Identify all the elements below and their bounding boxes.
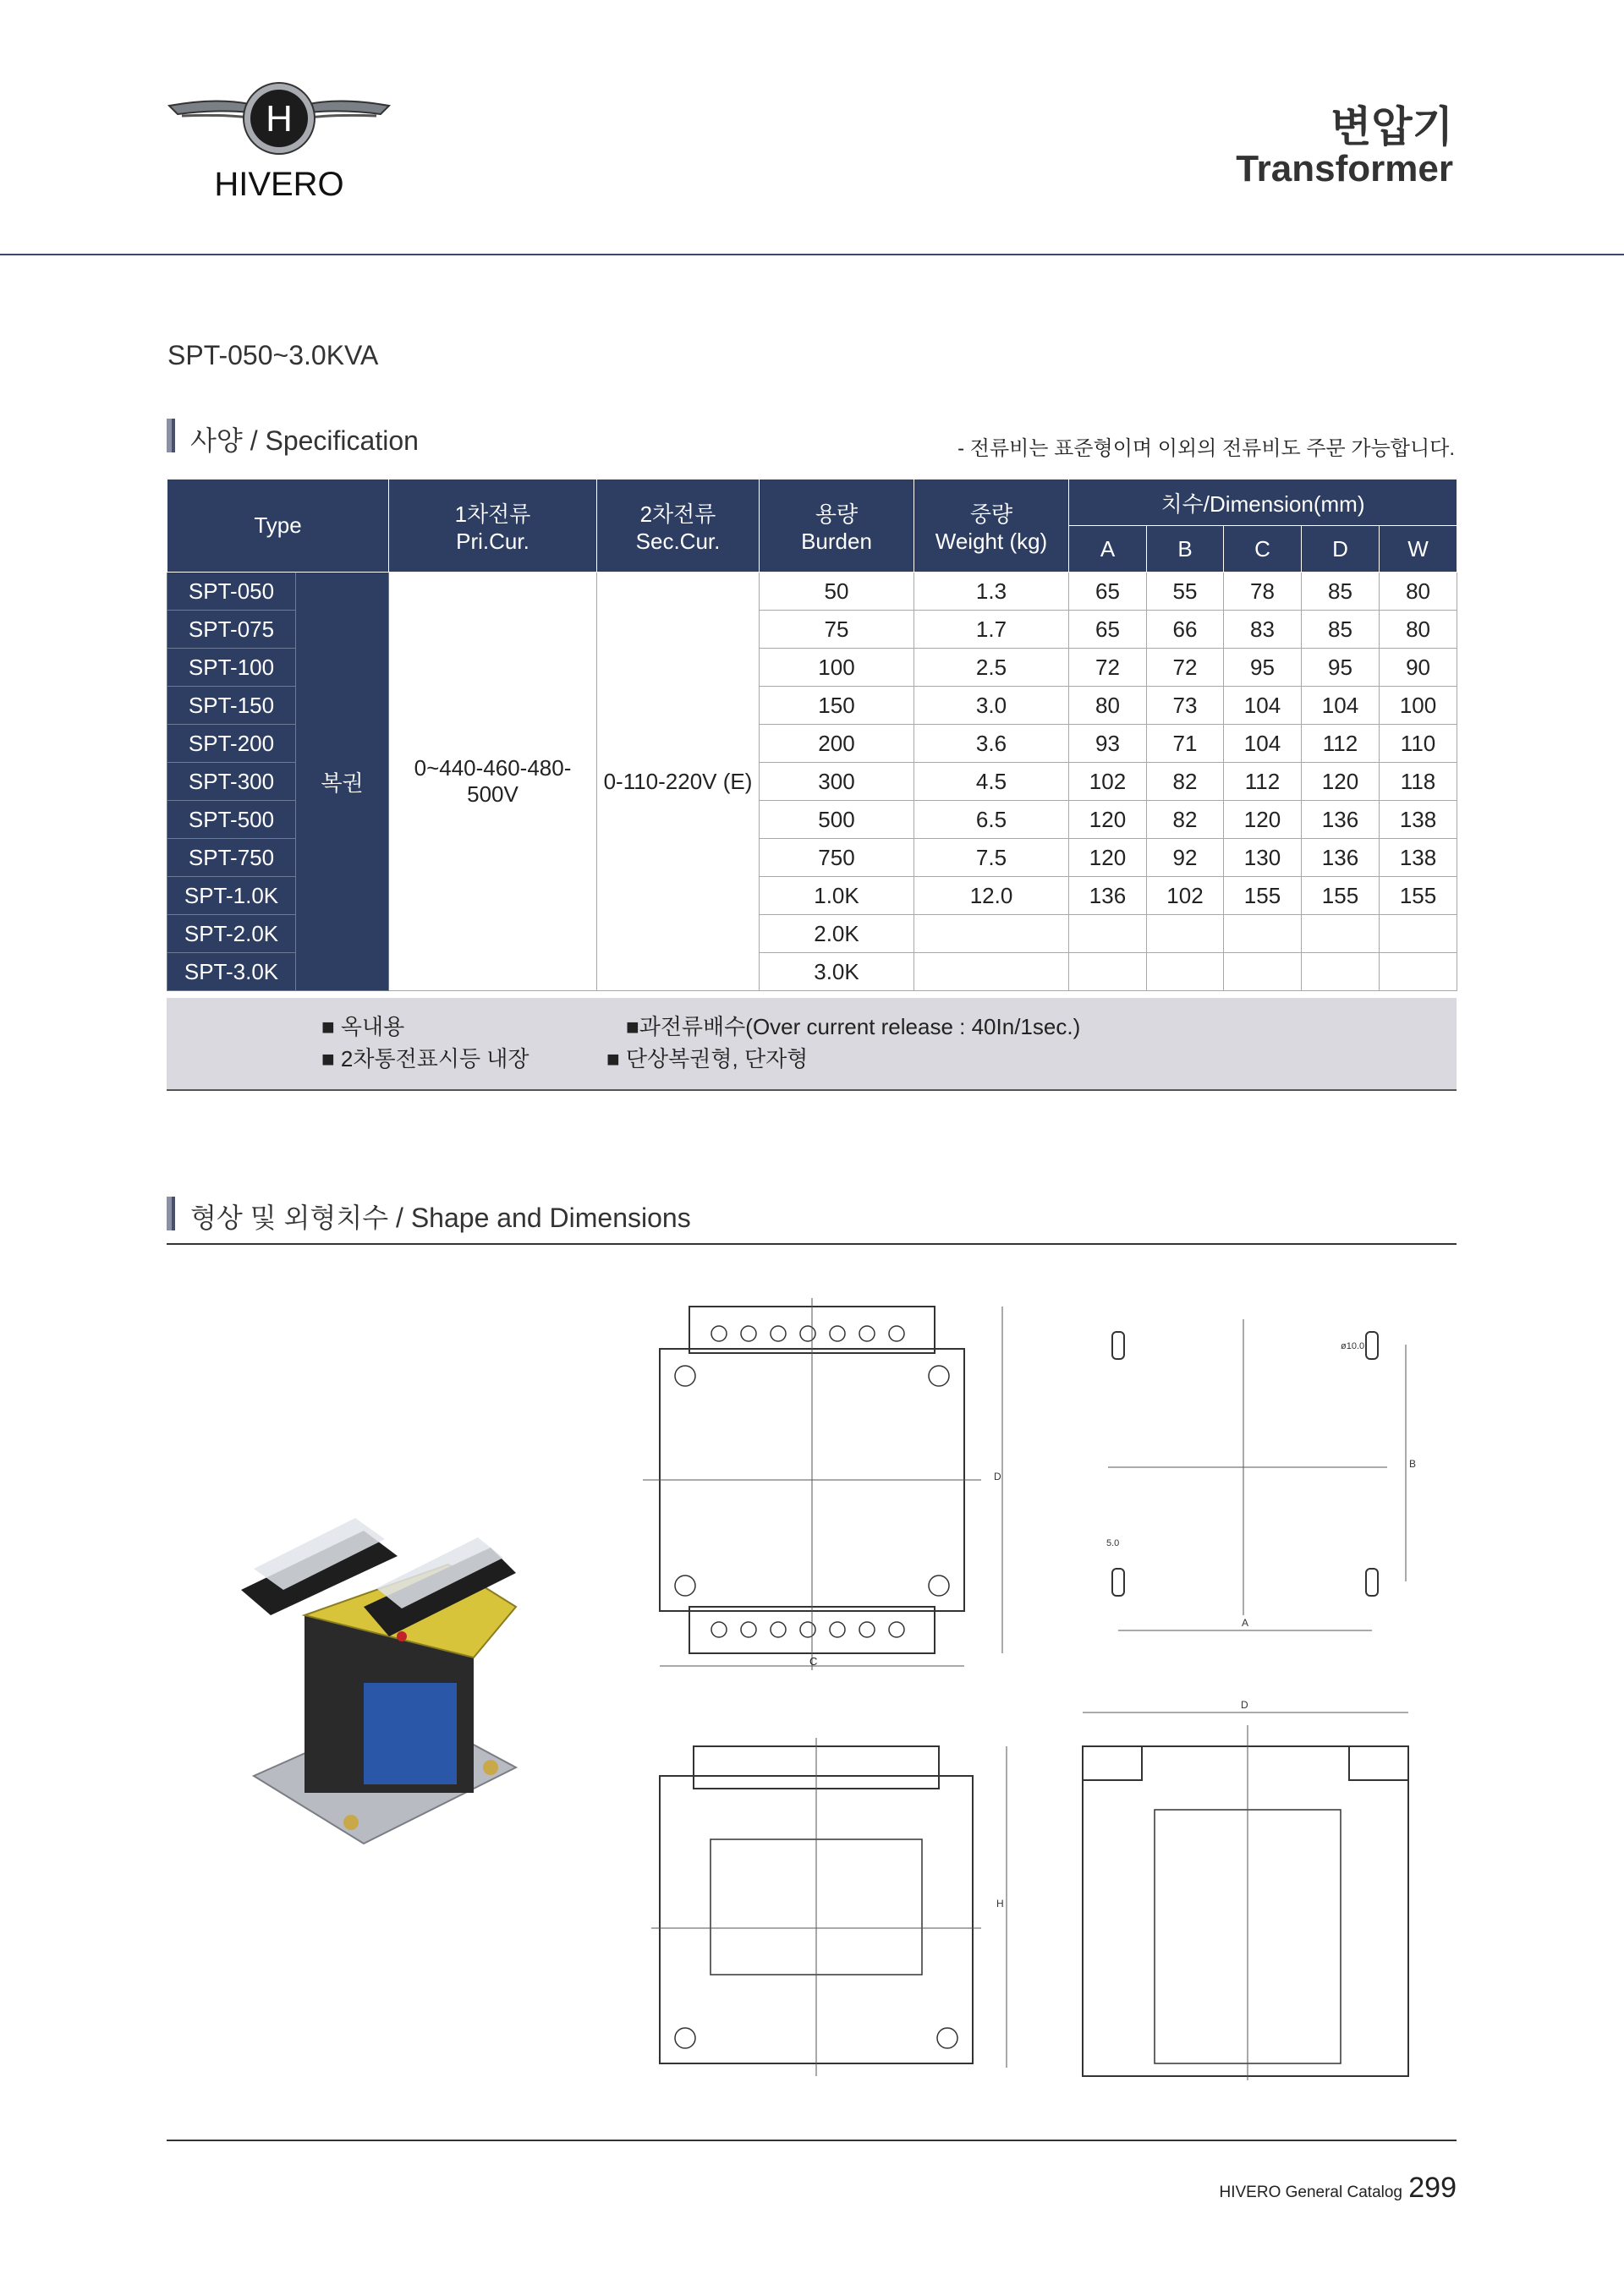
weight xyxy=(914,953,1069,991)
header-dimension: 치수/Dimension(mm) xyxy=(1069,479,1457,526)
note-type: ■ 단상복권형, 단자형 xyxy=(606,1046,809,1071)
burden: 3.0K xyxy=(760,953,914,991)
header-burden: 용량 Burden xyxy=(760,479,914,573)
note-overcurrent: ■과전류배수(Over current release : 40In/1sec.) xyxy=(626,1014,1081,1039)
dim-c: 130 xyxy=(1224,839,1302,877)
note-indoor: ■ 옥내용 xyxy=(321,1014,405,1039)
dim-b: 92 xyxy=(1147,839,1224,877)
burden: 200 xyxy=(760,725,914,763)
header-dim-a: A xyxy=(1069,526,1147,573)
dim-b xyxy=(1147,915,1224,953)
dim-label-d: D xyxy=(994,1471,1001,1482)
model-type: SPT-075 xyxy=(167,611,296,649)
model-type: SPT-500 xyxy=(167,801,296,839)
section-marker xyxy=(167,419,175,452)
dim-w: 118 xyxy=(1380,763,1457,801)
drawing-front-view xyxy=(651,1738,1015,2076)
dim-a: 120 xyxy=(1069,801,1147,839)
notes-box xyxy=(167,998,1457,1091)
burden: 1.0K xyxy=(760,877,914,915)
burden: 2.0K xyxy=(760,915,914,953)
dim-w: 138 xyxy=(1380,801,1457,839)
header-dim-w: W xyxy=(1380,526,1457,573)
model-type: SPT-100 xyxy=(167,649,296,687)
winding-type: 복권 xyxy=(296,573,389,991)
dim-d: 136 xyxy=(1302,801,1380,839)
burden: 750 xyxy=(760,839,914,877)
model-type: SPT-750 xyxy=(167,839,296,877)
dim-d: 155 xyxy=(1302,877,1380,915)
model-type: SPT-050 xyxy=(167,573,296,611)
burden: 100 xyxy=(760,649,914,687)
header-secondary: 2차전류 Sec.Cur. xyxy=(597,479,760,573)
drawing-side-view xyxy=(1078,1700,1417,2080)
dim-w: 80 xyxy=(1380,611,1457,649)
dim-a: 93 xyxy=(1069,725,1147,763)
brand-name: HIVERO xyxy=(214,166,344,203)
dim-b: 82 xyxy=(1147,801,1224,839)
dim-b: 72 xyxy=(1147,649,1224,687)
dim-label-gap: 5.0 xyxy=(1106,1538,1120,1548)
drawing-mounting-holes xyxy=(1091,1319,1421,1641)
burden: 75 xyxy=(760,611,914,649)
weight: 4.5 xyxy=(914,763,1069,801)
header-divider xyxy=(0,254,1624,255)
burden: 500 xyxy=(760,801,914,839)
dim-label-b: B xyxy=(1409,1458,1417,1470)
model-type: SPT-2.0K xyxy=(167,915,296,953)
dim-a: 136 xyxy=(1069,877,1147,915)
dim-a: 65 xyxy=(1069,611,1147,649)
dim-d: 104 xyxy=(1302,687,1380,725)
header-type: Type xyxy=(167,479,389,573)
dim-a: 72 xyxy=(1069,649,1147,687)
page-number: 299 xyxy=(1408,2172,1457,2204)
dim-label-c: C xyxy=(809,1655,818,1668)
dim-d: 85 xyxy=(1302,573,1380,611)
dim-w: 80 xyxy=(1380,573,1457,611)
table-row xyxy=(167,573,1457,611)
dim-b: 102 xyxy=(1147,877,1224,915)
spec-table xyxy=(167,479,1457,991)
dim-c: 104 xyxy=(1224,725,1302,763)
dim-d: 95 xyxy=(1302,649,1380,687)
weight: 1.7 xyxy=(914,611,1069,649)
dim-a xyxy=(1069,953,1147,991)
dim-a: 80 xyxy=(1069,687,1147,725)
dim-b: 73 xyxy=(1147,687,1224,725)
transformer-photo xyxy=(237,1488,550,1877)
spec-note: - 전류비는 표준형이며 이외의 전류비도 주문 가능합니다. xyxy=(957,437,1455,460)
dim-b xyxy=(1147,953,1224,991)
burden: 50 xyxy=(760,573,914,611)
weight: 3.6 xyxy=(914,725,1069,763)
dim-w: 138 xyxy=(1380,839,1457,877)
category-title-ko: 변압기 xyxy=(1330,103,1453,151)
dim-c: 78 xyxy=(1224,573,1302,611)
dim-d: 112 xyxy=(1302,725,1380,763)
dim-b: 55 xyxy=(1147,573,1224,611)
dim-label-hole: ø10.0 xyxy=(1341,1341,1365,1351)
dim-d: 136 xyxy=(1302,839,1380,877)
burden: 300 xyxy=(760,763,914,801)
dim-c xyxy=(1224,915,1302,953)
model-type: SPT-1.0K xyxy=(167,877,296,915)
weight xyxy=(914,915,1069,953)
dim-label-h: H xyxy=(996,1898,1004,1910)
dim-b: 66 xyxy=(1147,611,1224,649)
footer-catalog: HIVERO General Catalog xyxy=(1219,2184,1402,2201)
dim-d: 120 xyxy=(1302,763,1380,801)
header-primary: 1차전류 Pri.Cur. xyxy=(389,479,597,573)
weight: 3.0 xyxy=(914,687,1069,725)
dim-c: 95 xyxy=(1224,649,1302,687)
model-type: SPT-300 xyxy=(167,763,296,801)
shape-divider xyxy=(167,1243,1457,1245)
secondary-current: 0-110-220V (E) xyxy=(597,573,760,991)
header-dim-d: D xyxy=(1302,526,1380,573)
dim-w: 90 xyxy=(1380,649,1457,687)
dim-b: 82 xyxy=(1147,763,1224,801)
burden: 150 xyxy=(760,687,914,725)
dim-d: 85 xyxy=(1302,611,1380,649)
dim-a: 102 xyxy=(1069,763,1147,801)
primary-current: 0~440-460-480- 500V xyxy=(389,573,597,991)
shape-section-title: 형상 및 외형치수 / Shape and Dimensions xyxy=(190,1203,691,1233)
weight: 6.5 xyxy=(914,801,1069,839)
dim-w xyxy=(1380,915,1457,953)
header-dim-c: C xyxy=(1224,526,1302,573)
category-title-en: Transformer xyxy=(1236,148,1453,189)
note-indicator: ■ 2차통전표시등 내장 xyxy=(321,1046,529,1071)
weight: 2.5 xyxy=(914,649,1069,687)
dim-a xyxy=(1069,915,1147,953)
dim-d xyxy=(1302,953,1380,991)
dim-c: 104 xyxy=(1224,687,1302,725)
logo-letter: H xyxy=(266,98,293,140)
weight: 12.0 xyxy=(914,877,1069,915)
dim-w xyxy=(1380,953,1457,991)
model-type: SPT-150 xyxy=(167,687,296,725)
model-range: SPT-050~3.0KVA xyxy=(167,340,379,370)
dim-label-a: A xyxy=(1242,1617,1249,1629)
dim-w: 110 xyxy=(1380,725,1457,763)
header-dim-b: B xyxy=(1147,526,1224,573)
dim-a: 120 xyxy=(1069,839,1147,877)
dim-c: 112 xyxy=(1224,763,1302,801)
drawing-top-view xyxy=(643,1298,1015,1670)
header-weight: 중량 Weight (kg) xyxy=(914,479,1069,573)
footer-divider xyxy=(167,2140,1457,2141)
dim-c: 120 xyxy=(1224,801,1302,839)
weight: 1.3 xyxy=(914,573,1069,611)
dim-w: 155 xyxy=(1380,877,1457,915)
dim-w: 100 xyxy=(1380,687,1457,725)
dim-c: 83 xyxy=(1224,611,1302,649)
dim-label-d-side: D xyxy=(1241,1700,1248,1711)
dim-c: 155 xyxy=(1224,877,1302,915)
dim-c xyxy=(1224,953,1302,991)
dim-a: 65 xyxy=(1069,573,1147,611)
dim-b: 71 xyxy=(1147,725,1224,763)
model-type: SPT-200 xyxy=(167,725,296,763)
section-marker xyxy=(167,1197,175,1230)
spec-section-title: 사양 / Specification xyxy=(190,425,419,456)
model-type: SPT-3.0K xyxy=(167,953,296,991)
weight: 7.5 xyxy=(914,839,1069,877)
dim-d xyxy=(1302,915,1380,953)
